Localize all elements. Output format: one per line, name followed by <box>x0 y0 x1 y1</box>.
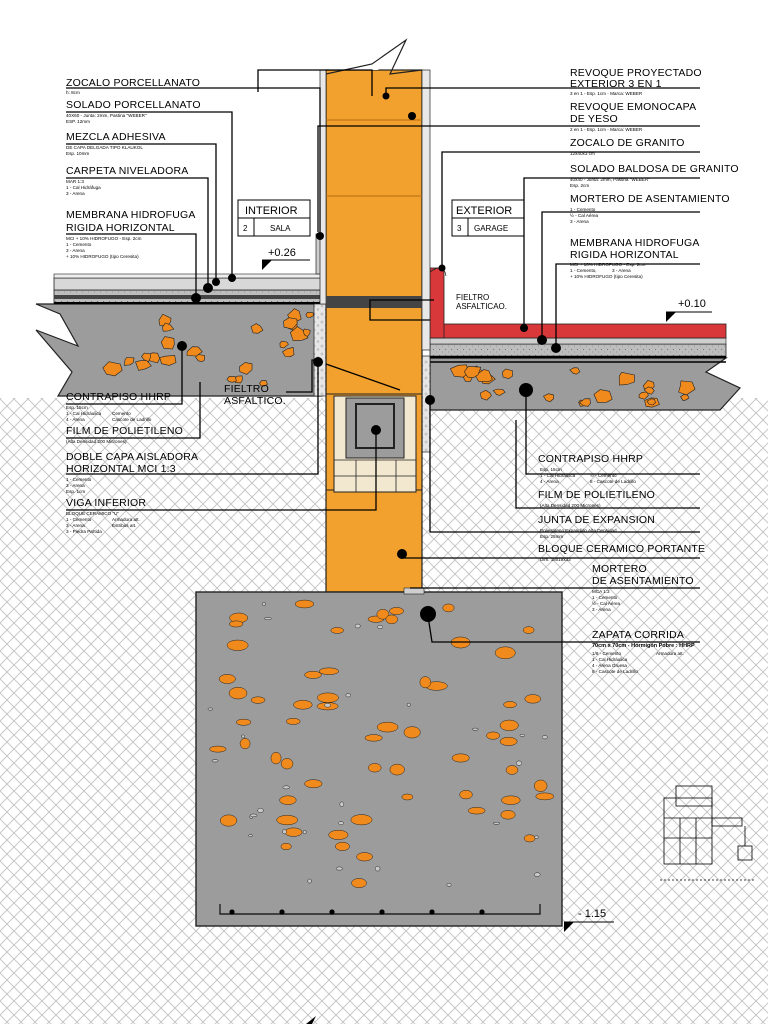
aggregate-pebble <box>542 736 547 739</box>
aggregate-stone <box>220 815 237 826</box>
svg-text:Poliestireno Expandido Alta De: Poliestireno Expandido Alta Densidad <box>540 528 617 533</box>
aggregate-stone <box>404 727 420 738</box>
aggregate-stone <box>386 615 398 624</box>
aggregate-pebble <box>324 703 330 707</box>
svg-text:CONTRAPISO HHRP: CONTRAPISO HHRP <box>538 453 644 465</box>
svg-text:+0.26: +0.26 <box>268 247 296 259</box>
svg-text:3 - Arena: 3 - Arena <box>66 483 85 488</box>
aggregate-stone <box>500 737 517 745</box>
svg-text:SALA: SALA <box>270 224 291 233</box>
aggregate-stone <box>281 758 293 769</box>
svg-text:Dim. 18x19x33: Dim. 18x19x33 <box>540 557 571 562</box>
aggregate-pebble <box>377 625 382 628</box>
svg-text:Esp. 10mm: Esp. 10mm <box>66 151 90 156</box>
aggregate-stone <box>236 719 251 725</box>
aggregate-stone <box>525 695 541 704</box>
svg-text:MCA 1:3: MCA 1:3 <box>592 589 610 594</box>
svg-text:DE YESO: DE YESO <box>570 113 618 125</box>
svg-text:GARAGE: GARAGE <box>474 224 509 233</box>
svg-text:½ - Cemento: ½ - Cemento <box>590 473 617 478</box>
aggregate-stone <box>486 732 499 739</box>
aggregate-stone <box>329 830 349 839</box>
aggregate-stone <box>420 677 431 688</box>
aggregate-stone <box>390 764 405 775</box>
svg-text:3 - Arena: 3 - Arena <box>66 191 85 196</box>
svg-text:MCI + 10% HIDROFUGO - Esp. 2cm: MCI + 10% HIDROFUGO - Esp. 2cm <box>66 236 142 241</box>
svg-text:EXTERIOR: EXTERIOR <box>456 205 513 217</box>
aggregate-pebble <box>258 808 264 813</box>
svg-text:8 - Cascote de Ladrillo: 8 - Cascote de Ladrillo <box>592 669 638 674</box>
svg-text:CARPETA NIVELADORA: CARPETA NIVELADORA <box>66 165 189 177</box>
svg-text:70cm x 70cm - Hormigón Pobre :: 70cm x 70cm - Hormigón Pobre : HHRP <box>592 643 695 649</box>
svg-text:2: 2 <box>243 224 248 233</box>
svg-text:12x40x3 cm: 12x40x3 cm <box>570 151 595 156</box>
svg-text:(Alta Densidad 200 Micrones): (Alta Densidad 200 Micrones) <box>66 439 127 444</box>
aggregate-pebble <box>472 728 478 730</box>
svg-text:FILM DE POLIETILENO: FILM DE POLIETILENO <box>66 425 183 437</box>
svg-text:+ 10% HIDROFUGO (tipo Ceresita: + 10% HIDROFUGO (tipo Ceresita) <box>66 254 139 259</box>
svg-text:4 - Arena: 4 - Arena <box>540 479 559 484</box>
svg-text:ZOCALO PORCELLANATO: ZOCALO PORCELLANATO <box>66 77 201 89</box>
svg-text:40X60 - Junta: 2mm, Pastina "W: 40X60 - Junta: 2mm, Pastina "WEBER" <box>66 113 147 118</box>
svg-text:1 - Cemento,: 1 - Cemento, <box>570 268 597 273</box>
brick-wall <box>326 70 422 592</box>
aggregate-stone <box>210 746 227 752</box>
svg-text:ESP. 12mm: ESP. 12mm <box>66 119 90 124</box>
aggregate-pebble <box>339 822 344 825</box>
aggregate-stone <box>534 780 547 792</box>
svg-text:MAR 1:3: MAR 1:3 <box>66 179 84 184</box>
svg-text:8 - Cascote de Ladrillo: 8 - Cascote de Ladrillo <box>590 479 636 484</box>
aggregate-pebble <box>264 617 271 619</box>
svg-text:3 - Arena: 3 - Arena <box>66 523 85 528</box>
svg-text:4 - Arena: 4 - Arena <box>66 417 85 422</box>
svg-text:Cascote de Ladrillo: Cascote de Ladrillo <box>112 417 152 422</box>
rebar-dot <box>479 909 484 914</box>
rebar-dot <box>329 909 334 914</box>
svg-text:FIELTRO: FIELTRO <box>224 383 269 395</box>
svg-text:INTERIOR: INTERIOR <box>245 205 298 217</box>
viga-inferior-block <box>334 396 416 492</box>
aggregate-pebble <box>346 693 351 697</box>
svg-text:RIGIDA HORIZONTAL: RIGIDA HORIZONTAL <box>66 222 175 234</box>
aggregate-stone <box>504 701 517 707</box>
svg-text:3 - Arena: 3 - Arena <box>570 219 589 224</box>
aggregate-pebble <box>308 879 312 883</box>
svg-text:MORTERO: MORTERO <box>592 563 647 575</box>
aggregate-stone <box>506 766 518 775</box>
aggregate-stone <box>452 754 469 762</box>
aggregate-stone <box>285 828 302 837</box>
aggregate-pebble <box>516 761 522 765</box>
svg-text:1 - Cal Hidráulica: 1 - Cal Hidráulica <box>66 411 102 416</box>
svg-text:1/8 - Cemento: 1/8 - Cemento <box>592 651 622 656</box>
aggregate-stone <box>229 687 247 699</box>
aggregate-pebble <box>340 802 344 807</box>
aggregate-pebble <box>534 873 540 877</box>
aggregate-stone <box>500 720 518 731</box>
svg-text:HORIZONTAL MCI 1:3: HORIZONTAL MCI 1:3 <box>66 463 176 475</box>
svg-text:3 - Arena: 3 - Arena <box>592 607 611 612</box>
aggregate-stone <box>219 674 235 683</box>
aggregate-pebble <box>407 703 410 706</box>
aggregate-stone <box>468 807 485 814</box>
aggregate-stone <box>501 796 520 805</box>
aggregate-pebble <box>250 814 257 817</box>
rebar-dot <box>429 909 434 914</box>
svg-text:Estribos aIt.: Estribos aIt. <box>112 523 137 528</box>
svg-text:Armadura aIt.: Armadura aIt. <box>112 517 140 522</box>
svg-text:MEMBRANA HIDROFUGA: MEMBRANA HIDROFUGA <box>570 237 700 249</box>
svg-text:- 1.15: - 1.15 <box>578 908 607 920</box>
svg-text:DOBLE CAPA AISLADORA: DOBLE CAPA AISLADORA <box>66 451 199 463</box>
svg-text:Esp. 2cm: Esp. 2cm <box>570 183 590 188</box>
svg-text:ZAPATA CORRIDA: ZAPATA CORRIDA <box>592 629 685 641</box>
aggregate-stone <box>335 842 349 851</box>
aggregate-stone <box>402 794 413 800</box>
svg-text:h: 8cm: h: 8cm <box>66 90 80 95</box>
aggregate-pebble <box>355 624 360 628</box>
aggregate-stone <box>331 627 344 633</box>
aggregate-pebble <box>241 735 244 738</box>
svg-text:SOLADO PORCELLANATO: SOLADO PORCELLANATO <box>66 99 201 111</box>
aggregate-pebble <box>534 836 538 839</box>
aggregate-stone <box>502 369 512 379</box>
svg-text:40x40 - Junta: 2mm, Pastina "W: 40x40 - Junta: 2mm, Pastina "WEBER" <box>570 177 650 182</box>
aggregate-pebble <box>303 830 306 833</box>
aggregate-stone <box>377 722 398 732</box>
aggregate-pebble <box>520 734 525 736</box>
svg-text:1 - Cal Hidráulica: 1 - Cal Hidráulica <box>592 657 628 662</box>
aggregate-stone <box>319 668 338 675</box>
aggregate-stone <box>229 621 243 627</box>
svg-text:DE CAPA DELGADA TIPO KLAUKOL: DE CAPA DELGADA TIPO KLAUKOL <box>66 145 143 150</box>
svg-text:3 - Arena: 3 - Arena <box>66 248 85 253</box>
svg-text:SOLADO BALDOSA DE GRANITO: SOLADO BALDOSA DE GRANITO <box>570 163 739 175</box>
aggregate-stone <box>357 853 373 862</box>
svg-text:+ 10% HIDROFUGO (tipo Ceresita: + 10% HIDROFUGO (tipo Ceresita) <box>570 274 643 279</box>
aggregate-stone <box>443 604 454 612</box>
aggregate-stone <box>389 607 403 614</box>
aggregate-stone <box>251 697 265 704</box>
svg-text:EXTERIOR 3 EN 1: EXTERIOR 3 EN 1 <box>570 78 662 90</box>
aggregate-stone <box>227 640 248 651</box>
aggregate-stone <box>277 815 298 825</box>
aggregate-stone <box>501 810 515 819</box>
aggregate-pebble <box>249 835 253 837</box>
svg-text:Esp. 15cm: Esp. 15cm <box>540 467 562 472</box>
aggregate-stone <box>305 671 322 678</box>
svg-text:1 - Cemento: 1 - Cemento <box>66 242 92 247</box>
svg-text:Esp. 1cm: Esp. 1cm <box>66 489 86 494</box>
svg-text:CONTRAPISO HHRP: CONTRAPISO HHRP <box>66 391 172 403</box>
aggregate-stone <box>240 738 250 749</box>
svg-text:½ - Cal Aérea: ½ - Cal Aérea <box>592 601 621 606</box>
svg-text:FILM DE POLIETILENO: FILM DE POLIETILENO <box>538 489 655 501</box>
rebar-dot <box>379 909 384 914</box>
svg-text:4 - Arena Gruesa: 4 - Arena Gruesa <box>592 663 627 668</box>
aggregate-stone <box>295 600 314 608</box>
svg-text:ASFALTICAO.: ASFALTICAO. <box>456 302 507 311</box>
aggregate-stone <box>305 780 323 788</box>
svg-text:VIGA INFERIOR: VIGA INFERIOR <box>66 497 147 509</box>
svg-text:JUNTA DE EXPANSION: JUNTA DE EXPANSION <box>538 514 655 526</box>
svg-text:Cemento: Cemento <box>112 411 131 416</box>
svg-text:ASFALTICO.: ASFALTICO. <box>224 395 286 407</box>
svg-text:BLOQUE CERAMICO "U": BLOQUE CERAMICO "U" <box>66 511 120 516</box>
svg-text:1 - Cemento: 1 - Cemento <box>66 477 92 482</box>
svg-text:2 en 1 - Esp. 1cm - Marca: WEB: 2 en 1 - Esp. 1cm - Marca: WEBER <box>570 127 643 132</box>
svg-text:+0.10: +0.10 <box>678 298 706 310</box>
aggregate-stone <box>271 752 281 764</box>
aggregate-stone <box>293 700 312 709</box>
svg-text:REVOQUE EMONOCAPA: REVOQUE EMONOCAPA <box>570 101 697 113</box>
rebar-dot <box>229 909 234 914</box>
aggregate-stone <box>286 718 300 724</box>
aggregate-stone <box>523 627 534 634</box>
aggregate-stone <box>280 796 297 805</box>
aggregate-stone <box>351 815 372 825</box>
aggregate-pebble <box>447 883 451 886</box>
svg-text:3 - Piedra Partida: 3 - Piedra Partida <box>66 529 102 534</box>
svg-text:3: 3 <box>457 224 462 233</box>
room-box-interior <box>238 200 310 236</box>
aggregate-stone <box>160 355 176 365</box>
room-box-exterior <box>452 200 524 236</box>
svg-text:MCI + 10% HIDROFUGO - Esp. 2cm: MCI + 10% HIDROFUGO - Esp. 2cm <box>570 262 646 267</box>
svg-text:1 - Cemento: 1 - Cemento <box>66 517 92 522</box>
aggregate-pebble <box>262 603 265 606</box>
svg-text:1 - Cal Hidráulica: 1 - Cal Hidráulica <box>540 473 576 478</box>
svg-text:BLOQUE CERAMICO PORTANTE: BLOQUE CERAMICO PORTANTE <box>538 543 706 555</box>
svg-text:REVOQUE PROYECTADO: REVOQUE PROYECTADO <box>570 67 702 79</box>
svg-text:MEZCLA ADHESIVA: MEZCLA ADHESIVA <box>66 131 166 143</box>
aggregate-stone <box>317 693 338 703</box>
aggregate-stone <box>524 835 535 842</box>
aggregate-pebble <box>283 786 290 789</box>
aggregate-pebble <box>283 830 287 834</box>
aggregate-stone <box>352 878 367 887</box>
rebar-dot <box>279 909 284 914</box>
aggregate-stone <box>495 647 515 659</box>
svg-text:(Alta Densidad 200 Micrones): (Alta Densidad 200 Micrones) <box>540 503 601 508</box>
svg-text:3 en 1 - Esp. 1cm - Marca: WEB: 3 en 1 - Esp. 1cm - Marca: WEBER <box>570 91 643 96</box>
svg-text:1 - Cal Hidráfuga: 1 - Cal Hidráfuga <box>66 185 101 190</box>
svg-text:Esp. 25mm: Esp. 25mm <box>540 534 564 539</box>
aggregate-pebble <box>212 760 218 762</box>
aggregate-pebble <box>336 867 342 870</box>
svg-text:DE ASENTAMIENTO: DE ASENTAMIENTO <box>592 575 694 587</box>
svg-text:MEMBRANA HIDROFUGA: MEMBRANA HIDROFUGA <box>66 209 196 221</box>
aggregate-stone <box>281 843 291 849</box>
svg-text:½ - Cal Aérea: ½ - Cal Aérea <box>570 213 599 218</box>
aggregate-stone <box>460 790 473 799</box>
svg-text:1 - Cemento: 1 - Cemento <box>592 595 618 600</box>
svg-text:Esp. 15cm: Esp. 15cm <box>66 405 88 410</box>
svg-text:1 - Cemento: 1 - Cemento <box>570 207 596 212</box>
aggregate-pebble <box>493 822 500 824</box>
aggregate-stone <box>365 735 382 742</box>
svg-text:FIELTRO: FIELTRO <box>456 293 490 302</box>
svg-text:Armadura aIt.: Armadura aIt. <box>656 651 684 656</box>
aggregate-pebble <box>375 866 380 871</box>
aggregate-stone <box>368 763 381 772</box>
svg-text:3 - Arena: 3 - Arena <box>612 268 631 273</box>
svg-text:MORTERO DE ASENTAMIENTO: MORTERO DE ASENTAMIENTO <box>570 193 730 205</box>
svg-text:ZOCALO DE GRANITO: ZOCALO DE GRANITO <box>570 137 685 149</box>
aggregate-stone <box>536 793 554 800</box>
aggregate-pebble <box>208 708 213 710</box>
svg-text:RIGIDA HORIZONTAL: RIGIDA HORIZONTAL <box>570 249 679 261</box>
